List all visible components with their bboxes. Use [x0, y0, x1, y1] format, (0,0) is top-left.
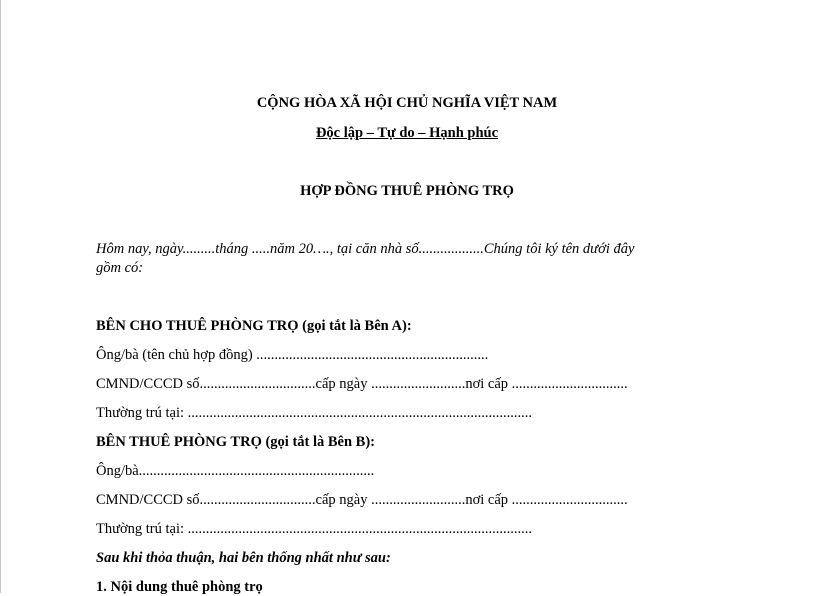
party-a-residence-line: Thường trú tại: ...............................................................................................	[96, 405, 533, 421]
party-b-heading: BÊN THUÊ PHÒNG TRỌ (gọi tắt là Bên B):	[96, 434, 376, 450]
national-motto: Độc lập – Tự do – Hạnh phúc	[315, 125, 499, 141]
party-b-id-line: CMND/CCCD số................................cấp ngày ..........................nơi cấp ................................	[96, 492, 628, 508]
party-b-residence-line: Thường trú tại: ...............................................................................................	[96, 521, 533, 537]
country-name: CỘNG HÒA XÃ HỘI CHỦ NGHĨA VIỆT NAM	[256, 95, 558, 111]
party-a-id-line: CMND/CCCD số................................cấp ngày ..........................nơi cấp ................................	[96, 376, 628, 392]
page-left-border	[0, 0, 1, 593]
intro-line-1: Hôm nay, ngày.........tháng .....năm 20…., tại căn nhà số..................Chúng tôi ký tên dưới đây	[96, 241, 635, 257]
agreement-statement: Sau khi thỏa thuận, hai bên thống nhất như sau:	[96, 550, 391, 566]
party-a-heading: BÊN CHO THUÊ PHÒNG TRỌ (gọi tắt là Bên A):	[96, 318, 412, 334]
intro-line-2: gồm có:	[96, 260, 144, 276]
document-title: HỢP ĐỒNG THUÊ PHÒNG TRỌ	[300, 183, 514, 199]
party-b-name-line: Ông/bà.................................................................	[96, 463, 375, 479]
section-1-heading: 1. Nội dung thuê phòng trọ	[96, 579, 263, 595]
party-a-name-line: Ông/bà (tên chủ hợp đồng) ................................................................	[96, 347, 489, 363]
